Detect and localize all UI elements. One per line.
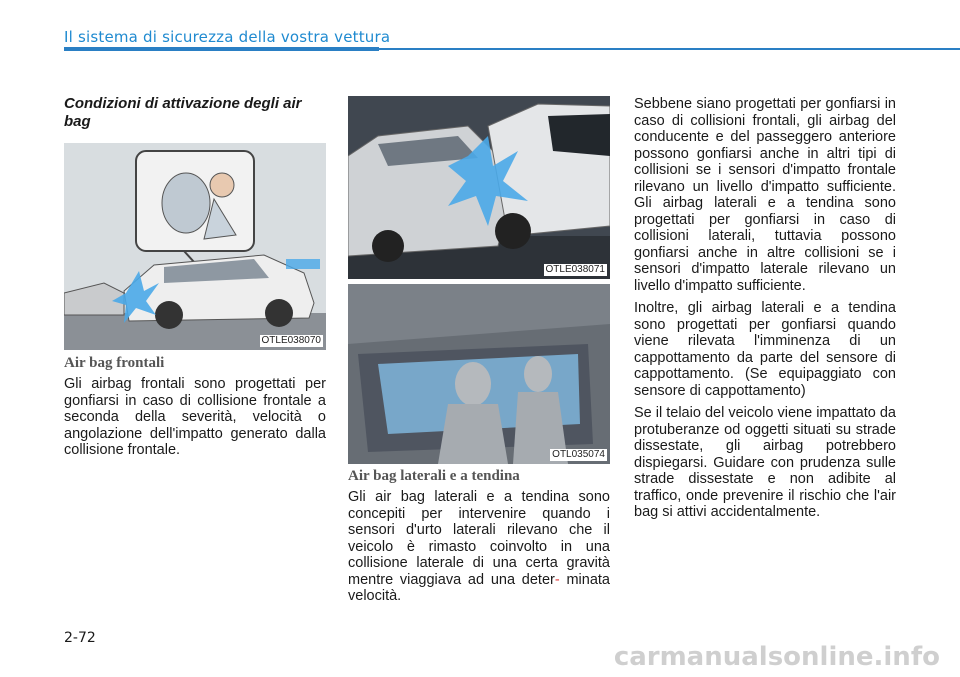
col1-paragraph: Gli airbag frontali sono progettati per gonfiarsi in caso di collisione frontale a seconda della severità, velocità o angolazione dell'impatto generato dalla collisione frontale.	[64, 376, 326, 458]
figure-front-airbag	[64, 143, 326, 350]
col3-paragraph-3: Se il telaio del veicolo viene impattato da protuberanze od oggetti situati su strade dissestate, gli airbag potrebbero dispiegarsi. Guidare con prudenza sulle strade dissestate e non adibite al traffico, onde prevenire il rischio che l'air bag si attivi accidentalmente.	[634, 405, 896, 520]
section-title: Condizioni di attivazione degli air bag	[64, 95, 302, 130]
figure-label: OTL035074	[552, 449, 605, 460]
header-title: Il sistema di sicurezza della vostra vettura	[64, 28, 391, 46]
header-accent-bar	[64, 47, 379, 51]
figure-curtain-airbag	[348, 284, 610, 464]
col3-text	[634, 96, 896, 527]
col3-paragraph-2: Inoltre, gli airbag laterali e a tendina sono progettati per gonfiarsi quando viene rilevata l'imminenza di un cappottamento da parte del sensore di cappottamento. (Se equipaggiato con sensore di cappottamento)	[634, 300, 896, 399]
figure-label: OTLE038071	[545, 264, 605, 275]
col3-paragraph-1: Sebbene siano progettati per gonfiarsi in caso di collisioni frontali, gli airbag del conducente e del passeggero anteriore possono gonfiarsi anche in altri tipi di collisioni se i sensori d'impatto frontale rilevano un livello d'impatto sufficiente. Gli airbag laterali e a tendina sono progettati per gonfiarsi in caso di collisioni laterali, tuttavia possono gonfiarsi anche in altre collisioni se i sensori d'impatto laterale rilevano un livello d'impatto sufficiente.	[634, 96, 896, 294]
figure-side-airbag	[348, 96, 610, 279]
col2-paragraph	[348, 489, 610, 605]
front-collision-illustration-icon	[64, 143, 326, 350]
col2-paragraph-cont: minata velocità.	[348, 571, 610, 604]
col1-text	[64, 376, 326, 465]
col2-paragraph-main: Gli air bag laterali e a tendina sono concepiti per intervenire quando i sensori d'urto laterali rilevano che il veicolo è rimasto coinvolto in una collisione laterale di una certa gravità mentre viaggiava ad una deter	[348, 489, 610, 588]
col1-heading: Air bag frontali	[64, 355, 165, 371]
col2-heading: Air bag laterali e a tendina	[348, 468, 520, 484]
side-collision-illustration-icon	[348, 96, 610, 279]
col2-text	[348, 489, 610, 611]
page-number: 2-72	[64, 630, 96, 646]
watermark: carmanualsonline.info	[613, 642, 940, 672]
col2-hyphen: -	[554, 571, 560, 588]
curtain-airbag-illustration-icon	[348, 284, 610, 464]
figure-label: OTLE038070	[261, 335, 321, 346]
